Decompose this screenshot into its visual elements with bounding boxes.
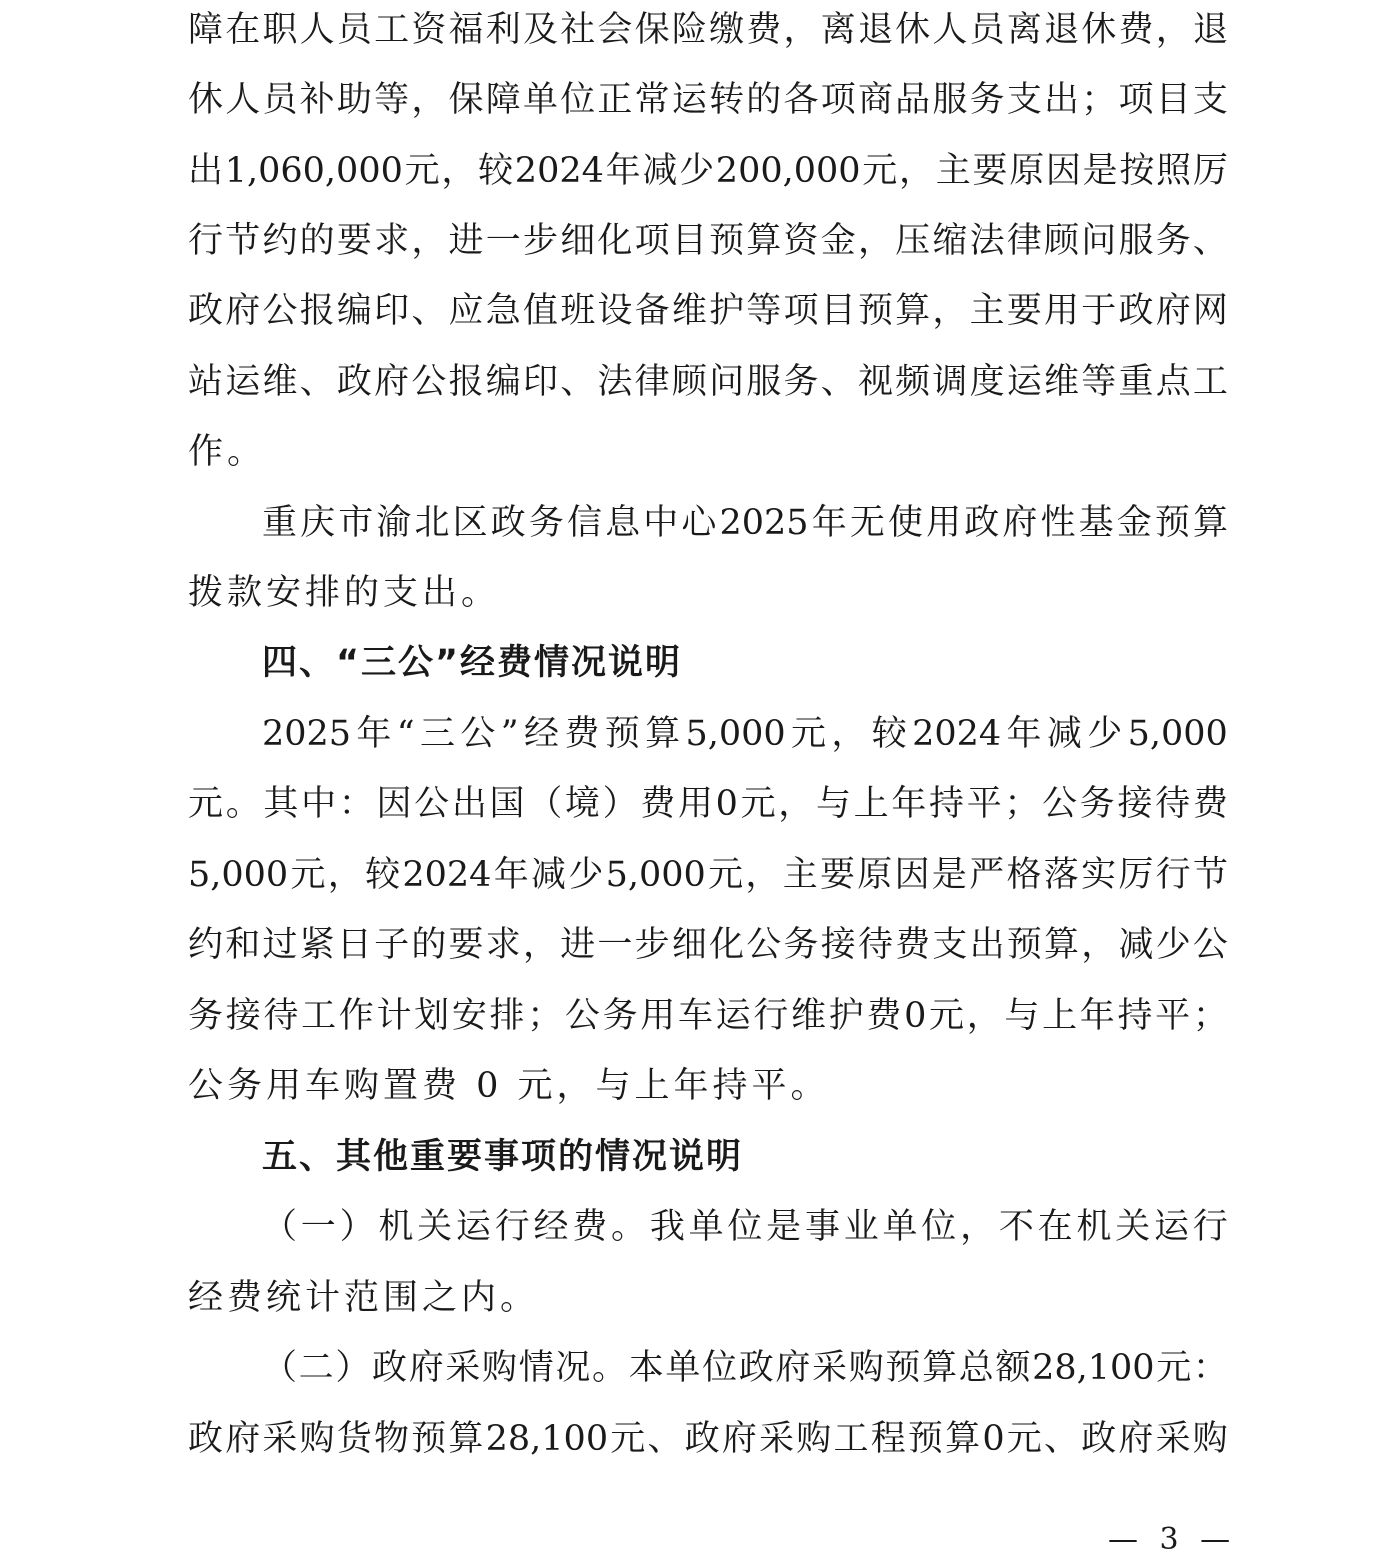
text-line: 站 运 维 、 政 府 公 报 编 印 、 法 律 顾 问 服 务 、 视 频 调 度 运 维 等 重 点 工 xyxy=(188,362,1228,402)
section-heading: 五、其他重要事项的情况说明 xyxy=(262,1137,744,1177)
text-line: 约 和 过 紧 日 子 的 要 求 ， 进 一 步 细 化 公 务 接 待 费 支 出 预 算 ， 减 少 公 xyxy=(188,925,1228,965)
text-line: （ 二 ） 政 府 采 购 情 况 。 本 单 位 政 府 采 购 预 算 总 额 28,100 元 ： xyxy=(262,1348,1228,1388)
text-line: 经费统计范围之内。 xyxy=(188,1278,540,1318)
text-line: 障 在 职 人 员 工 资 福 利 及 社 会 保 险 缴 费 ， 离 退 休 人 员 离 退 休 费 ， 退 xyxy=(188,10,1228,50)
text-line: 务 接 待 工 作 计 划 安 排 ； 公 务 用 车 运 行 维 护 费 0 元 ， 与 上 年 持 平 ； xyxy=(188,996,1228,1036)
page-number: — 3 — xyxy=(1108,1522,1237,1557)
text-line: 出 1,060,000 元 ， 较 2024 年 减 少 200,000 元 ， 主 要 原 因 是 按 照 厉 xyxy=(188,151,1228,191)
text-line: 作。 xyxy=(188,432,267,472)
text-line: 公务用车购置费 0 元，与上年持平。 xyxy=(188,1066,830,1106)
text-line: 政 府 采 购 货 物 预 算 28,100 元 、 政 府 采 购 工 程 预 算 0 元 、 政 府 采 购 xyxy=(188,1419,1228,1459)
text-line: 休 人 员 补 助 等 ， 保 障 单 位 正 常 运 转 的 各 项 商 品 服 务 支 出 ； 项 目 支 xyxy=(188,80,1228,120)
text-line: 元 。 其 中 ： 因 公 出 国 （ 境 ） 费 用 0 元 ， 与 上 年 持 平 ； 公 务 接 待 费 xyxy=(188,784,1228,824)
text-line: 政 府 公 报 编 印 、 应 急 值 班 设 备 维 护 等 项 目 预 算 ， 主 要 用 于 政 府 网 xyxy=(188,291,1228,331)
text-line: （ 一 ） 机 关 运 行 经 费 。 我 单 位 是 事 业 单 位 ， 不 在 机 关 运 行 xyxy=(262,1207,1228,1247)
section-heading: 四、“三公”经费情况说明 xyxy=(262,643,683,683)
text-line: 行 节 约 的 要 求 ， 进 一 步 细 化 项 目 预 算 资 金 ， 压 缩 法 律 顾 问 服 务 、 xyxy=(188,221,1228,261)
text-line: 重 庆 市 渝 北 区 政 务 信 息 中 心 2025 年 无 使 用 政 府 性 基 金 预 算 xyxy=(262,503,1228,543)
text-line: 拨款安排的支出。 xyxy=(188,573,501,613)
text-line: 5,000 元 ， 较 2024 年 减 少 5,000 元 ， 主 要 原 因 是 严 格 落 实 厉 行 节 xyxy=(188,855,1228,895)
text-line: 2025 年 “ 三 公 ” 经 费 预 算 5,000 元 ， 较 2024 年 减 少 5,000 xyxy=(262,714,1228,754)
